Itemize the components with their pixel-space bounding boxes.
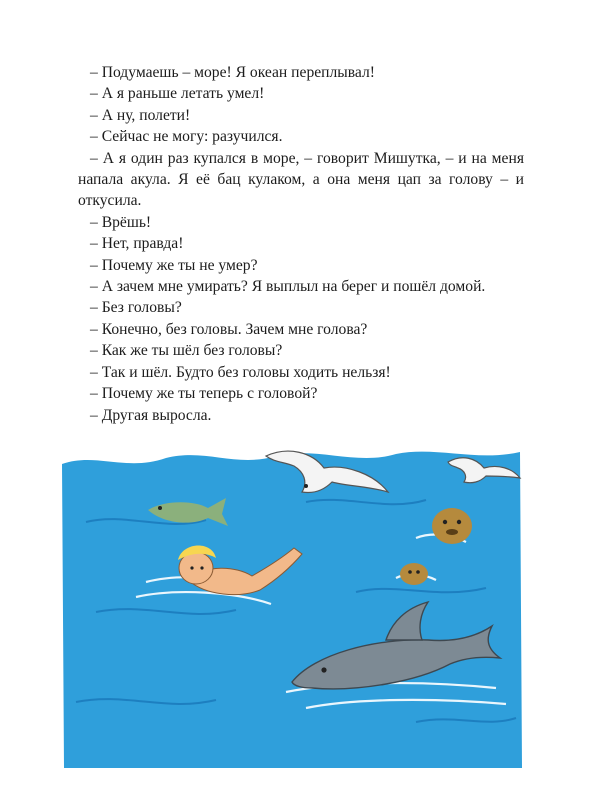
paragraph: – Почему же ты теперь с головой? xyxy=(90,385,318,403)
sea-illustration-svg xyxy=(56,442,526,774)
seal xyxy=(400,563,428,585)
paragraph: – А я один раз купался в море, – говорит Мишутка, – и на меня напала акула. Я её бац кулаком, а она меня цап за голову – и откусила. xyxy=(78,149,524,210)
paragraph: – Так и шёл. Будто без головы ходить нельзя! xyxy=(90,363,391,381)
paragraph: – Сейчас не могу: разучился. xyxy=(90,128,283,146)
paragraph: – Врёшь! xyxy=(90,213,152,231)
paragraph: – Конечно, без головы. Зачем мне голова? xyxy=(90,320,368,338)
paragraph: – Подумаешь – море! Я океан переплывал! xyxy=(90,64,375,81)
seal xyxy=(432,508,472,544)
paragraph: – Почему же ты не умер? xyxy=(90,256,258,274)
paragraph: – Другая выросла. xyxy=(90,406,212,424)
paragraph: – А ну, полети! xyxy=(90,106,191,124)
paragraph: – Как же ты шёл без головы? xyxy=(90,342,283,360)
paragraph: – А я раньше летать умел! xyxy=(90,85,265,103)
paragraph: – Нет, правда! xyxy=(90,235,184,253)
paragraph: – А зачем мне умирать? Я выплыл на берег и пошёл домой. xyxy=(90,278,486,296)
sea-illustration xyxy=(56,442,526,774)
paragraph: – Без головы? xyxy=(90,299,182,317)
story-text xyxy=(78,62,524,426)
